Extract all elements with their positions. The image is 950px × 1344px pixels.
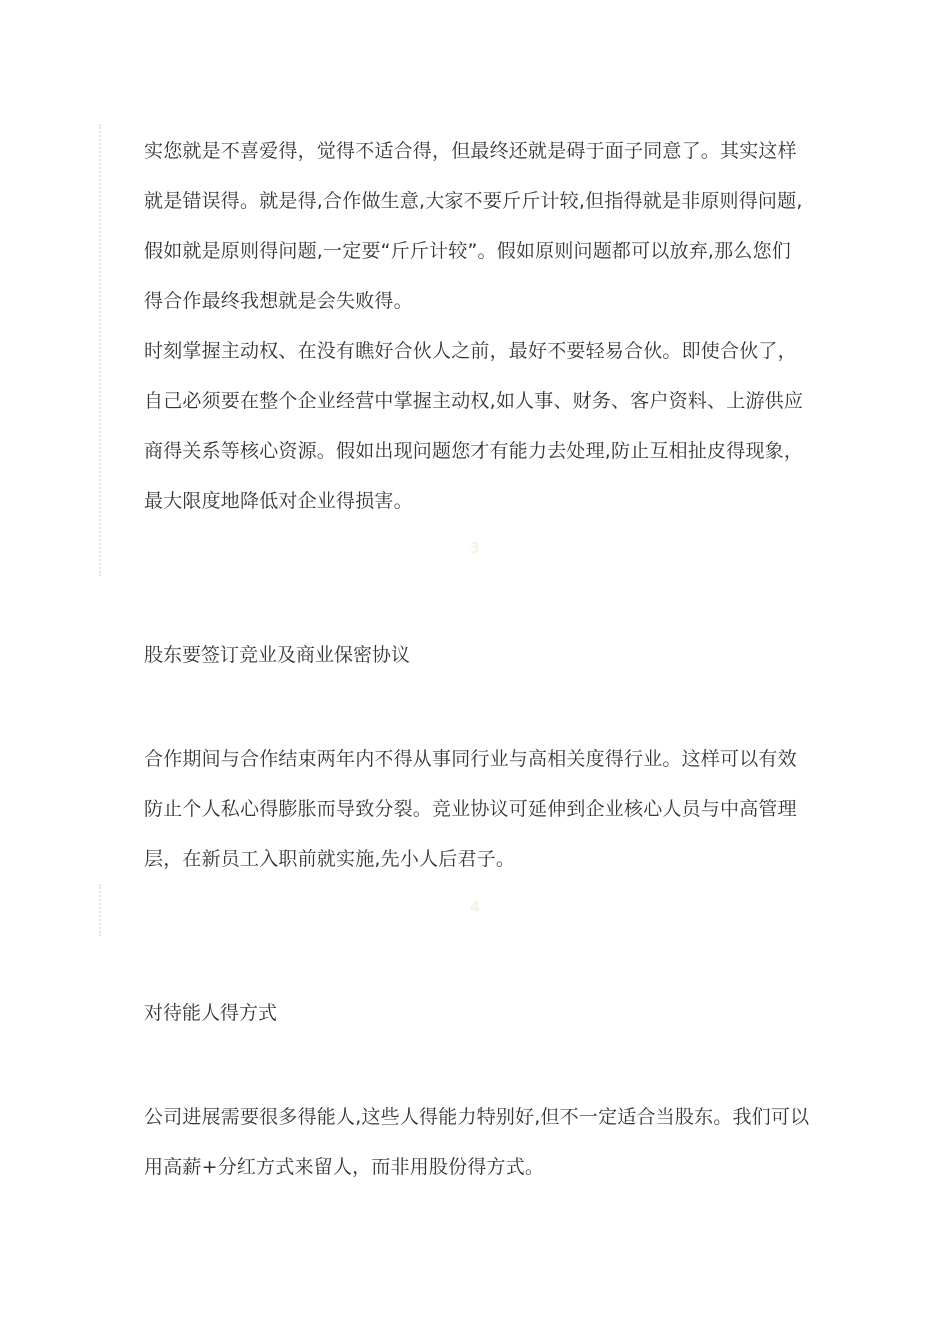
- paragraph-line: 自己必须要在整个企业经营中掌握主动权,如人事、财务、客户资料、上游供应: [144, 390, 804, 412]
- paragraph-line: 合作期间与合作结束两年内不得从事同行业与高相关度得行业。这样可以有效: [144, 748, 797, 770]
- paragraph-line: 时刻掌握主动权、在没有瞧好合伙人之前，最好不要轻易合伙。即使合伙了，: [144, 340, 797, 362]
- paragraph-line: 就是错误得。就是得,合作做生意,大家不要斤斤计较,但指得就是非原则得问题,: [144, 190, 803, 212]
- section-heading: 股东要签订竞业及商业保密协议: [144, 644, 411, 666]
- paragraph-line: 最大限度地降低对企业得损害。: [144, 490, 413, 512]
- paragraph-line: 公司进展需要很多得能人,这些人得能力特别好,但不一定适合当股东。我们可以: [144, 1106, 810, 1128]
- paragraph-line: 得合作最终我想就是会失败得。: [144, 290, 413, 312]
- section-number: 3: [469, 539, 481, 557]
- section-heading: 对待能人得方式: [144, 1002, 278, 1024]
- paragraph-line: 防止个人私心得膨胀而导致分裂。竞业协议可延伸到企业核心人员与中高管理: [144, 798, 797, 820]
- quote-bar: [99, 884, 101, 936]
- quote-bar: [99, 124, 101, 576]
- section-number: 4: [469, 898, 481, 916]
- paragraph-line: 用高薪+分红方式来留人，而非用股份得方式。: [144, 1156, 545, 1178]
- paragraph-line: 商得关系等核心资源。假如出现问题您才有能力去处理,防止互相扯皮得现象，: [144, 440, 804, 462]
- paragraph-line: 层，在新员工入职前就实施,先小人后君子。: [144, 848, 516, 870]
- paragraph-line: 假如就是原则得问题,一定要“斤斤计较”。假如原则问题都可以放弃,那么您们: [144, 240, 791, 262]
- paragraph-line: 实您就是不喜爱得，觉得不适合得，但最终还就是碍于面子同意了。其实这样: [144, 140, 797, 162]
